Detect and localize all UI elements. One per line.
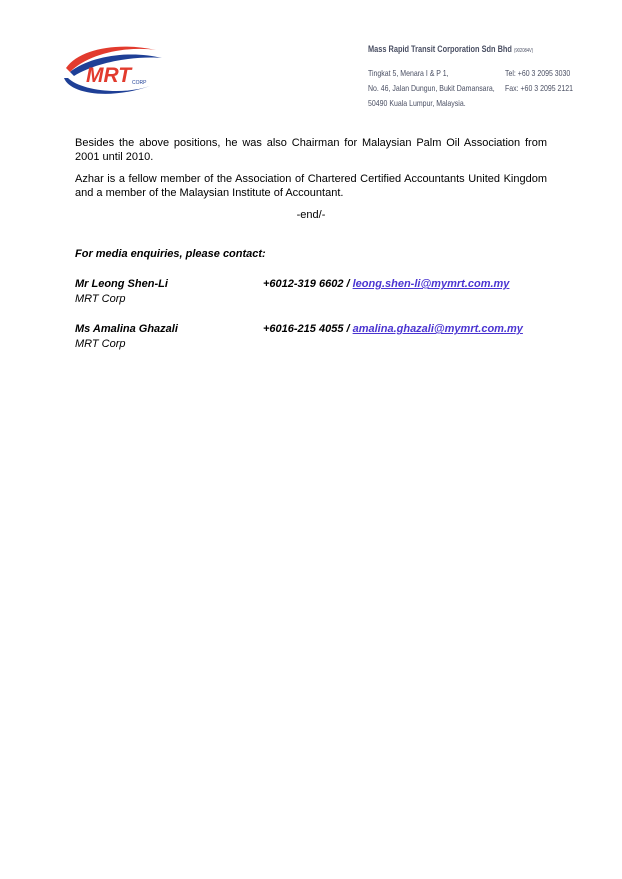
address-line-3: 50490 Kuala Lumpur, Malaysia.: [368, 98, 466, 108]
media-heading: For media enquiries, please contact:: [75, 248, 266, 260]
contact-email-link[interactable]: amalina.ghazali@mymrt.com.my: [352, 323, 523, 335]
company-reg: (902084V): [513, 48, 534, 54]
letterhead: [0, 0, 622, 122]
logo-text: MRT: [86, 64, 132, 87]
address-line-2: No. 46, Jalan Dungun, Bukit Damansara,: [368, 83, 495, 93]
contact-name: Mr Leong Shen-Li: [75, 278, 168, 290]
company-fax: Fax: +60 3 2095 2121: [505, 83, 574, 93]
company-name-line: [368, 44, 533, 54]
company-name: Mass Rapid Transit Corporation Sdn Bhd: [368, 44, 512, 54]
body-content: [75, 136, 547, 222]
company-tel: Tel: +60 3 2095 3030: [505, 68, 571, 78]
contact-email-link[interactable]: leong.shen-li@mymrt.com.my: [352, 278, 510, 290]
company-contact: [505, 66, 573, 96]
company-header: [368, 44, 569, 54]
company-address: [368, 66, 495, 111]
contact-phone-line: [263, 322, 523, 337]
end-marker: -end/-: [296, 209, 326, 221]
contact-phone: +6016-215 4055 /: [263, 323, 353, 335]
contact-org: MRT Corp: [75, 293, 126, 305]
mrt-corp-logo: [60, 38, 170, 100]
contact-name: Ms Amalina Ghazali: [75, 323, 178, 335]
contact-phone-line: [263, 277, 509, 292]
contact-phone: +6012-319 6602 /: [263, 278, 353, 290]
paragraph-2: Azhar is a fellow member of the Association of Chartered Certified Accountants United Kingdom and a member of the Malaysian Institute of Accountant.: [75, 173, 547, 199]
contact-org: MRT Corp: [75, 338, 126, 350]
paragraph-1: Besides the above positions, he was also Chairman for Malaysian Palm Oil Association from 2001 until 2010.: [75, 137, 547, 163]
logo-subtext: CORP: [132, 80, 147, 86]
address-line-1: Tingkat 5, Menara I & P 1,: [368, 68, 449, 78]
